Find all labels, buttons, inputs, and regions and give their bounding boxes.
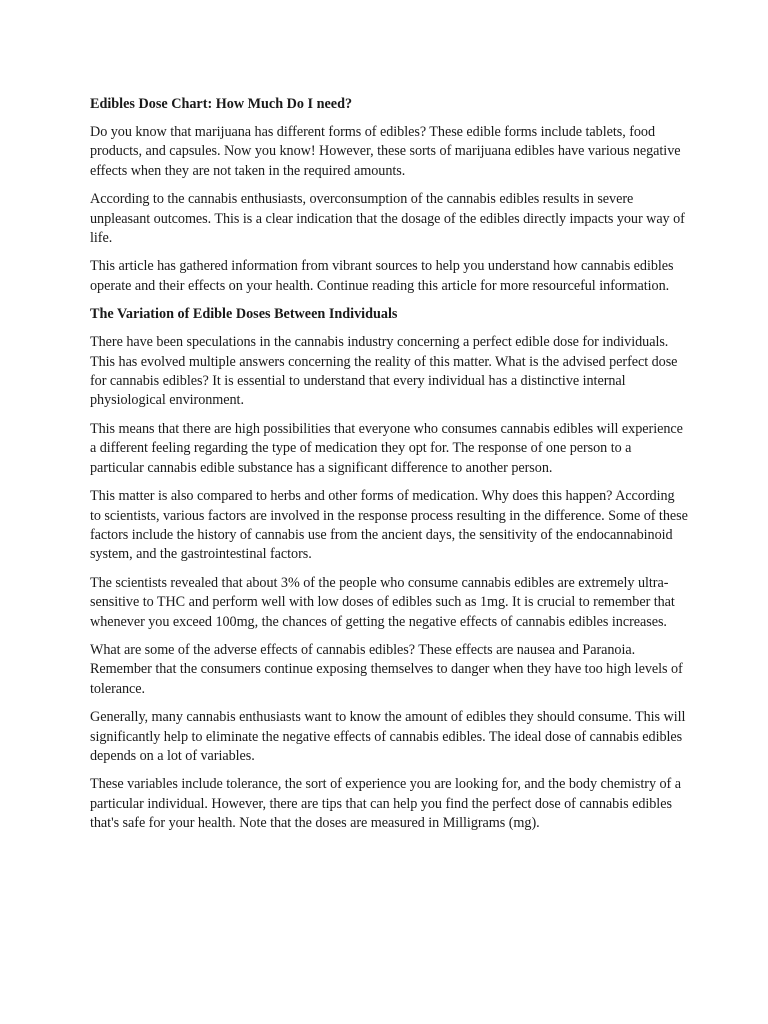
section-heading: The Variation of Edible Doses Between Individuals	[90, 306, 398, 323]
document-title: Edibles Dose Chart: How Much Do I need?	[90, 96, 353, 112]
intro-paragraph-3: This article has gathered information from vibrant sources to help you understand how cannabis edibles operate and their effects on your health. Continue reading this article for more resourceful information.	[90, 258, 674, 294]
section-paragraph-5: What are some of the adverse effects of cannabis edibles? These effects are nausea and Paranoia. Remember that the consumers continue exposing themselves to danger when they have too high levels of tolerance.	[90, 641, 683, 697]
intro-paragraph-2: According to the cannabis enthusiasts, overconsumption of the cannabis edibles results in severe unpleasant outcomes. This is a clear indication that the dosage of the edibles directly impacts your way of life.	[90, 191, 685, 247]
section-paragraph-7: These variables include tolerance, the sort of experience you are looking for, and the body chemistry of a particular individual. However, there are tips that can help you find the perfect dose of cannabis edibles that's safe for your health. Note that the doses are measured in Milligrams (mg).	[90, 776, 681, 832]
section-paragraph-2: This means that there are high possibilities that everyone who consumes cannabis edibles will experience a different feeling regarding the type of medication they opt for. The response of one person to a particular cannabis edible substance has a significant difference to another person.	[90, 420, 683, 476]
section-paragraph-4: The scientists revealed that about 3% of the people who consume cannabis edibles are extremely ultra-sensitive to THC and perform well with low doses of edibles such as 1mg. It is crucial to remember that whenever you exceed 100mg, the chances of getting the negative effects of cannabis edibles increases.	[90, 574, 675, 630]
section-paragraph-3: This matter is also compared to herbs and other forms of medication. Why does this happen? According to scientists, various factors are involved in the response process resulting in the difference. Some of these factors include the history of cannabis use from the ancient days, the sensitivity of the endocannabinoid system, and the gastrointestinal factors.	[90, 488, 688, 563]
section-paragraph-1: There have been speculations in the cannabis industry concerning a perfect edible dose for individuals. This has evolved multiple answers concerning the reality of this matter. What is the advised perfect dose for cannabis edibles? It is essential to understand that every individual has a distinctive internal physiological environment.	[90, 334, 678, 409]
section-paragraph-6: Generally, many cannabis enthusiasts want to know the amount of edibles they should consume. This will significantly help to eliminate the negative effects of cannabis edibles. The ideal dose of cannabis edibles depends on a lot of variables.	[90, 709, 686, 764]
intro-paragraph-1: Do you know that marijuana has different forms of edibles? These edible forms include tablets, food products, and capsules. Now you know! However, these sorts of marijuana edibles have various negative effects when they are not taken in the required amounts.	[90, 124, 681, 179]
